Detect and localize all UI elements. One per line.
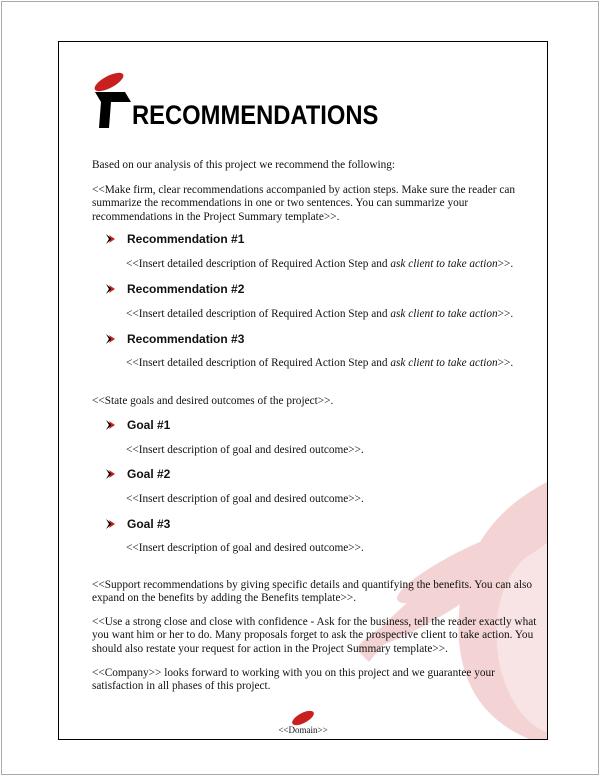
goal-1-heading (105, 418, 170, 432)
support-paragraph: <<Support recommendations by giving specific details and quantifying the benefits. You can also expand on the benefits by adding the Benefits template>>. (92, 579, 533, 605)
chevron-bullet-icon (105, 233, 117, 245)
goal-label: Goal #2 (127, 467, 171, 481)
recommendation-label: Recommendation #3 (127, 332, 245, 346)
document-page (58, 41, 548, 740)
company-paragraph: <<Company>> looks forward to working with you on this project and we guarantee your satisfaction in all phases of this project. (92, 667, 495, 693)
chevron-bullet-icon (105, 419, 117, 431)
close-paragraph: <<Use a strong close and close with confidence - Ask for the business, tell the reader exactly what you want him or her to do. Many proposals forget to ask the prospective client to take action. You should also restate your request for action in the Project Summary template>>. (92, 616, 537, 655)
goal-label: Goal #1 (127, 418, 171, 432)
goal-1-desc: <<Insert description of goal and desired outcome>>. (126, 444, 364, 456)
footer-domain: <<Domain>> (278, 725, 328, 735)
recommendation-2-heading (105, 282, 244, 296)
recommendation-2-desc: <<Insert detailed description of Required Action Step and ask client to take action>>. (126, 308, 514, 320)
instruction-recommendations: <<Make firm, clear recommendations accompanied by action steps. Make sure the reader can summarize the recommendations in one or two sentences. You can summarize your recommendations in the Project Summary template>>. (92, 184, 516, 223)
chevron-bullet-icon (105, 333, 117, 345)
chevron-bullet-icon (105, 283, 117, 295)
goal-2-heading (105, 467, 170, 481)
recommendation-3-heading (105, 332, 244, 346)
goal-3-desc: <<Insert description of goal and desired outcome>>. (126, 542, 364, 554)
recommendation-3-desc: <<Insert detailed description of Required Action Step and ask client to take action>>. (126, 357, 514, 369)
chevron-bullet-icon (105, 468, 117, 480)
recommendation-1-heading (105, 232, 244, 246)
recommendation-label: Recommendation #1 (127, 232, 245, 246)
goals-intro: <<State goals and desired outcomes of the project>>. (92, 395, 334, 407)
page-frame (1, 1, 599, 775)
page-title: RECOMMENDATIONS (132, 100, 379, 130)
goal-2-desc: <<Insert description of goal and desired outcome>>. (126, 493, 364, 505)
intro-text: Based on our analysis of this project we recommend the following: (92, 159, 396, 171)
goal-3-heading (105, 517, 170, 531)
recommendation-label: Recommendation #2 (127, 282, 245, 296)
recommendation-1-desc: <<Insert detailed description of Required Action Step and ask client to take action>>. (126, 258, 514, 270)
chevron-bullet-icon (105, 518, 117, 530)
goal-label: Goal #3 (127, 517, 171, 531)
